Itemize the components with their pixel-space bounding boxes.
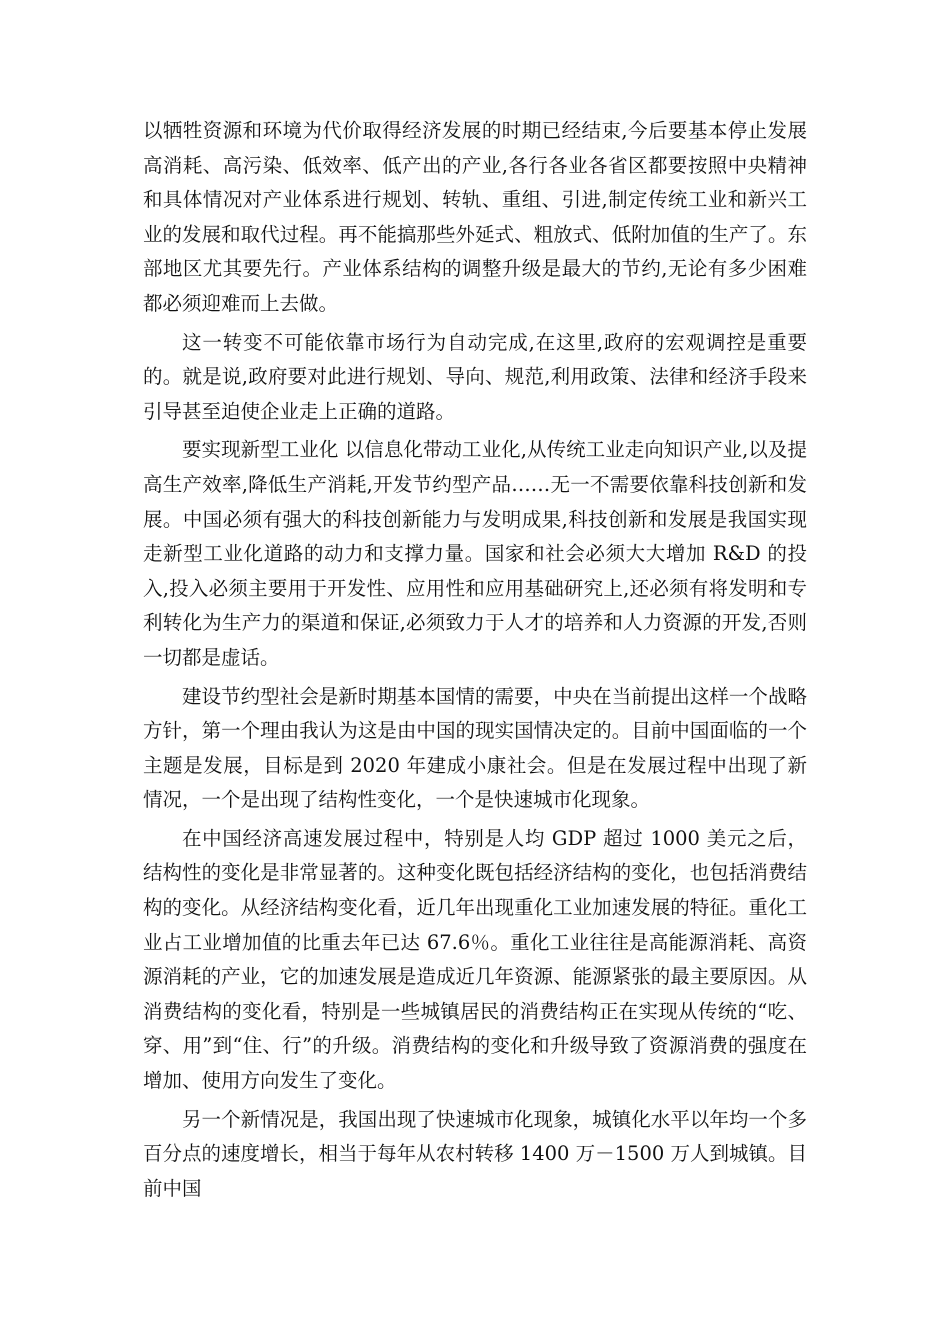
paragraph-4: 建设节约型社会是新时期基本国情的需要，中央在当前提出这样一个战略方针，第一个理由我认为这是由中国的现实国情决定的。目前中国面临的一个主题是发展，目标是到 2020 年建成小康社会。但是在发展过程中出现了新情况，一个是出现了结构性变化，一个是快速城市化现象。 — [143, 684, 807, 812]
paragraph-3: 要实现新型工业化 以信息化带动工业化,从传统工业走向知识产业,以及提高生产效率,降低生产消耗,开发节约型产品……无一不需要依靠科技创新和发展。中国必须有强大的科技创新能力与发明成果,科技创新和发展是我国实现走新型工业化道路的动力和支撑力量。国家和社会必须大大增加 R&D 的投入,投入必须主要用于开发性、应用性和应用基础研究上,还必须有将发明和专利转化为生产力的渠道和保证,必须致力于人才的培养和人力资源的开发,否则一切都是虚话。 — [143, 438, 807, 669]
paragraph-5: 在中国经济高速发展过程中，特别是人均 GDP 超过 1000 美元之后，结构性的变化是非常显著的。这种变化既包括经济结构的变化，也包括消费结构的变化。从经济结构变化看，近几年出现重化工业加速发展的特征。重化工业占工业增加值的比重去年已达 67.6％。重化工业往往是高能源消耗、高资源消耗的产业，它的加速发展是造成近几年资源、能源紧张的最主要原因。从消费结构的变化看，特别是一些城镇居民的消费结构正在实现从传统的“吃、穿、用”到“住、行”的升级。消费结构的变化和升级导致了资源消费的强度在增加、使用方向发生了变化。 — [143, 826, 807, 1093]
paragraph-1: 以牺牲资源和环境为代价取得经济发展的时期已经结束,今后要基本停止发展高消耗、高污染、低效率、低产出的产业,各行各业各省区都要按照中央精神和具体情况对产业体系进行规划、转轨、重组、引进,制定传统工业和新兴工业的发展和取代过程。再不能搞那些外延式、粗放式、低附加值的生产了。东部地区尤其要先行。产业体系结构的调整升级是最大的节约,无论有多少困难都必须迎难而上去做。 — [143, 119, 807, 315]
paragraph-6: 另一个新情况是，我国出现了快速城市化现象，城镇化水平以年均一个多百分点的速度增长，相当于每年从农村转移 1400 万－1500 万人到城镇。目前中国 — [143, 1107, 807, 1200]
document-body — [143, 114, 807, 1210]
paragraph-2: 这一转变不可能依靠市场行为自动完成,在这里,政府的宏观调控是重要的。就是说,政府要对此进行规划、导向、规范,利用政策、法律和经济手段来引导甚至迫使企业走上正确的道路。 — [143, 330, 807, 423]
